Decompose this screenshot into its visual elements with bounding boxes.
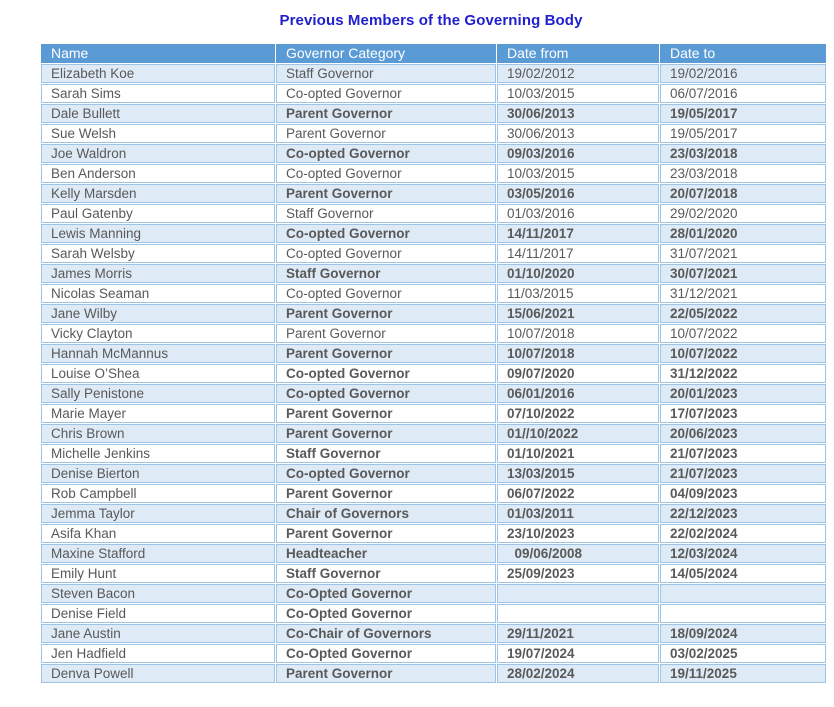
date-from-cell: 19/07/2024 — [497, 644, 659, 663]
table-row — [41, 424, 826, 443]
date-to-cell: 10/07/2022 — [660, 324, 826, 343]
name-cell: Michelle Jenkins — [41, 444, 275, 463]
date-to-cell: 28/01/2020 — [660, 224, 826, 243]
table-body — [41, 64, 826, 683]
date-from-cell: 10/07/2018 — [497, 324, 659, 343]
name-cell: Sue Welsh — [41, 124, 275, 143]
table-row — [41, 344, 826, 363]
name-cell: Kelly Marsden — [41, 184, 275, 203]
date-to-cell: 12/03/2024 — [660, 544, 826, 563]
category-cell: Parent Governor — [276, 344, 496, 363]
date-to-cell: 21/07/2023 — [660, 444, 826, 463]
date-to-cell: 03/02/2025 — [660, 644, 826, 663]
category-cell: Parent Governor — [276, 104, 496, 123]
table-row — [41, 584, 826, 603]
table-row — [41, 364, 826, 383]
date-to-cell: 19/05/2017 — [660, 124, 826, 143]
category-cell: Staff Governor — [276, 564, 496, 583]
date-from-cell: 10/03/2015 — [497, 164, 659, 183]
date-to-cell: 20/01/2023 — [660, 384, 826, 403]
date-from-cell: 29/11/2021 — [497, 624, 659, 643]
date-from-cell: 23/10/2023 — [497, 524, 659, 543]
name-cell: Hannah McMannus — [41, 344, 275, 363]
date-from-cell: 30/06/2013 — [497, 124, 659, 143]
name-cell: Denise Bierton — [41, 464, 275, 483]
date-to-cell: 23/03/2018 — [660, 164, 826, 183]
column-header-date-from: Date from — [497, 44, 659, 63]
category-cell: Parent Governor — [276, 304, 496, 323]
category-cell: Headteacher — [276, 544, 496, 563]
name-cell: Nicolas Seaman — [41, 284, 275, 303]
table-row — [41, 464, 826, 483]
date-from-cell: 11/03/2015 — [497, 284, 659, 303]
date-to-cell: 17/07/2023 — [660, 404, 826, 423]
category-cell: Parent Governor — [276, 324, 496, 343]
name-cell: Jane Austin — [41, 624, 275, 643]
date-to-cell — [660, 584, 826, 603]
category-cell: Parent Governor — [276, 424, 496, 443]
category-cell: Co-opted Governor — [276, 84, 496, 103]
name-cell: Jane Wilby — [41, 304, 275, 323]
date-from-cell — [497, 604, 659, 623]
date-from-cell: 10/07/2018 — [497, 344, 659, 363]
date-to-cell: 21/07/2023 — [660, 464, 826, 483]
date-from-cell: 09/07/2020 — [497, 364, 659, 383]
table-row — [41, 144, 826, 163]
name-cell: Marie Mayer — [41, 404, 275, 423]
table-row — [41, 64, 826, 83]
date-from-cell: 09/06/2008 — [497, 544, 659, 563]
category-cell: Co-opted Governor — [276, 384, 496, 403]
table-row — [41, 224, 826, 243]
date-to-cell: 30/07/2021 — [660, 264, 826, 283]
date-from-cell: 01/10/2020 — [497, 264, 659, 283]
category-cell: Parent Governor — [276, 184, 496, 203]
date-to-cell: 20/07/2018 — [660, 184, 826, 203]
category-cell: Parent Governor — [276, 124, 496, 143]
date-from-cell: 25/09/2023 — [497, 564, 659, 583]
category-cell: Co-opted Governor — [276, 244, 496, 263]
date-from-cell: 01//10/2022 — [497, 424, 659, 443]
name-cell: Chris Brown — [41, 424, 275, 443]
category-cell: Chair of Governors — [276, 504, 496, 523]
name-cell: Denva Powell — [41, 664, 275, 683]
table-row — [41, 544, 826, 563]
governors-table — [40, 43, 827, 684]
name-cell: Louise O’Shea — [41, 364, 275, 383]
table-row — [41, 124, 826, 143]
table-row — [41, 204, 826, 223]
date-from-cell: 01/03/2016 — [497, 204, 659, 223]
date-to-cell: 20/06/2023 — [660, 424, 826, 443]
date-from-cell: 03/05/2016 — [497, 184, 659, 203]
page-title: Previous Members of the Governing Body — [279, 12, 583, 29]
date-to-cell: 31/12/2022 — [660, 364, 826, 383]
date-from-cell: 30/06/2013 — [497, 104, 659, 123]
table-row — [41, 104, 826, 123]
date-to-cell: 06/07/2016 — [660, 84, 826, 103]
column-header-name: Name — [41, 44, 275, 63]
date-from-cell: 28/02/2024 — [497, 664, 659, 683]
table-row — [41, 404, 826, 423]
date-to-cell: 19/05/2017 — [660, 104, 826, 123]
name-cell: Joe Waldron — [41, 144, 275, 163]
table-row — [41, 184, 826, 203]
table-row — [41, 524, 826, 543]
date-to-cell: 04/09/2023 — [660, 484, 826, 503]
category-cell: Co-Opted Governor — [276, 644, 496, 663]
name-cell: Denise Field — [41, 604, 275, 623]
date-to-cell: 31/12/2021 — [660, 284, 826, 303]
date-from-cell: 09/03/2016 — [497, 144, 659, 163]
header-row — [41, 44, 826, 63]
date-to-cell: 10/07/2022 — [660, 344, 826, 363]
date-to-cell: 19/02/2016 — [660, 64, 826, 83]
name-cell: James Morris — [41, 264, 275, 283]
category-cell: Co-Chair of Governors — [276, 624, 496, 643]
date-from-cell: 15/06/2021 — [497, 304, 659, 323]
table-row — [41, 384, 826, 403]
category-cell: Parent Governor — [276, 664, 496, 683]
category-cell: Staff Governor — [276, 264, 496, 283]
date-to-cell — [660, 604, 826, 623]
date-from-cell: 01/03/2011 — [497, 504, 659, 523]
table-row — [41, 504, 826, 523]
table-row — [41, 624, 826, 643]
name-cell: Ben Anderson — [41, 164, 275, 183]
category-cell: Staff Governor — [276, 444, 496, 463]
date-to-cell: 22/05/2022 — [660, 304, 826, 323]
date-from-cell: 19/02/2012 — [497, 64, 659, 83]
name-cell: Sarah Sims — [41, 84, 275, 103]
date-from-cell: 06/01/2016 — [497, 384, 659, 403]
category-cell: Co-Opted Governor — [276, 604, 496, 623]
category-cell: Staff Governor — [276, 64, 496, 83]
name-cell: Rob Campbell — [41, 484, 275, 503]
table-row — [41, 444, 826, 463]
table-row — [41, 304, 826, 323]
date-from-cell: 10/03/2015 — [497, 84, 659, 103]
table-row — [41, 84, 826, 103]
table-row — [41, 564, 826, 583]
table-row — [41, 324, 826, 343]
table-row — [41, 164, 826, 183]
table-row — [41, 644, 826, 663]
table-row — [41, 284, 826, 303]
date-from-cell: 01/10/2021 — [497, 444, 659, 463]
table-row — [41, 484, 826, 503]
category-cell: Parent Governor — [276, 484, 496, 503]
name-cell: Elizabeth Koe — [41, 64, 275, 83]
date-from-cell — [497, 584, 659, 603]
date-from-cell: 07/10/2022 — [497, 404, 659, 423]
date-to-cell: 19/11/2025 — [660, 664, 826, 683]
category-cell: Co-opted Governor — [276, 224, 496, 243]
column-header-category: Governor Category — [276, 44, 496, 63]
category-cell: Co-Opted Governor — [276, 584, 496, 603]
name-cell: Sally Penistone — [41, 384, 275, 403]
category-cell: Co-opted Governor — [276, 144, 496, 163]
date-to-cell: 29/02/2020 — [660, 204, 826, 223]
name-cell: Vicky Clayton — [41, 324, 275, 343]
column-header-date-to: Date to — [660, 44, 826, 63]
category-cell: Co-opted Governor — [276, 164, 496, 183]
date-to-cell: 22/12/2023 — [660, 504, 826, 523]
name-cell: Maxine Stafford — [41, 544, 275, 563]
date-from-cell: 14/11/2017 — [497, 224, 659, 243]
name-cell: Asifa Khan — [41, 524, 275, 543]
table-row — [41, 664, 826, 683]
date-to-cell: 31/07/2021 — [660, 244, 826, 263]
name-cell: Dale Bullett — [41, 104, 275, 123]
name-cell: Jen Hadfield — [41, 644, 275, 663]
category-cell: Co-opted Governor — [276, 284, 496, 303]
date-to-cell: 14/05/2024 — [660, 564, 826, 583]
table-row — [41, 604, 826, 623]
date-to-cell: 22/02/2024 — [660, 524, 826, 543]
table-row — [41, 244, 826, 263]
name-cell: Paul Gatenby — [41, 204, 275, 223]
name-cell: Jemma Taylor — [41, 504, 275, 523]
category-cell: Parent Governor — [276, 404, 496, 423]
date-from-cell: 13/03/2015 — [497, 464, 659, 483]
table-header — [41, 44, 826, 63]
category-cell: Staff Governor — [276, 204, 496, 223]
table-row — [41, 264, 826, 283]
date-from-cell: 14/11/2017 — [497, 244, 659, 263]
category-cell: Co-opted Governor — [276, 464, 496, 483]
category-cell: Parent Governor — [276, 524, 496, 543]
name-cell: Emily Hunt — [41, 564, 275, 583]
date-to-cell: 23/03/2018 — [660, 144, 826, 163]
name-cell: Steven Bacon — [41, 584, 275, 603]
date-from-cell: 06/07/2022 — [497, 484, 659, 503]
date-to-cell: 18/09/2024 — [660, 624, 826, 643]
name-cell: Sarah Welsby — [41, 244, 275, 263]
name-cell: Lewis Manning — [41, 224, 275, 243]
category-cell: Co-opted Governor — [276, 364, 496, 383]
